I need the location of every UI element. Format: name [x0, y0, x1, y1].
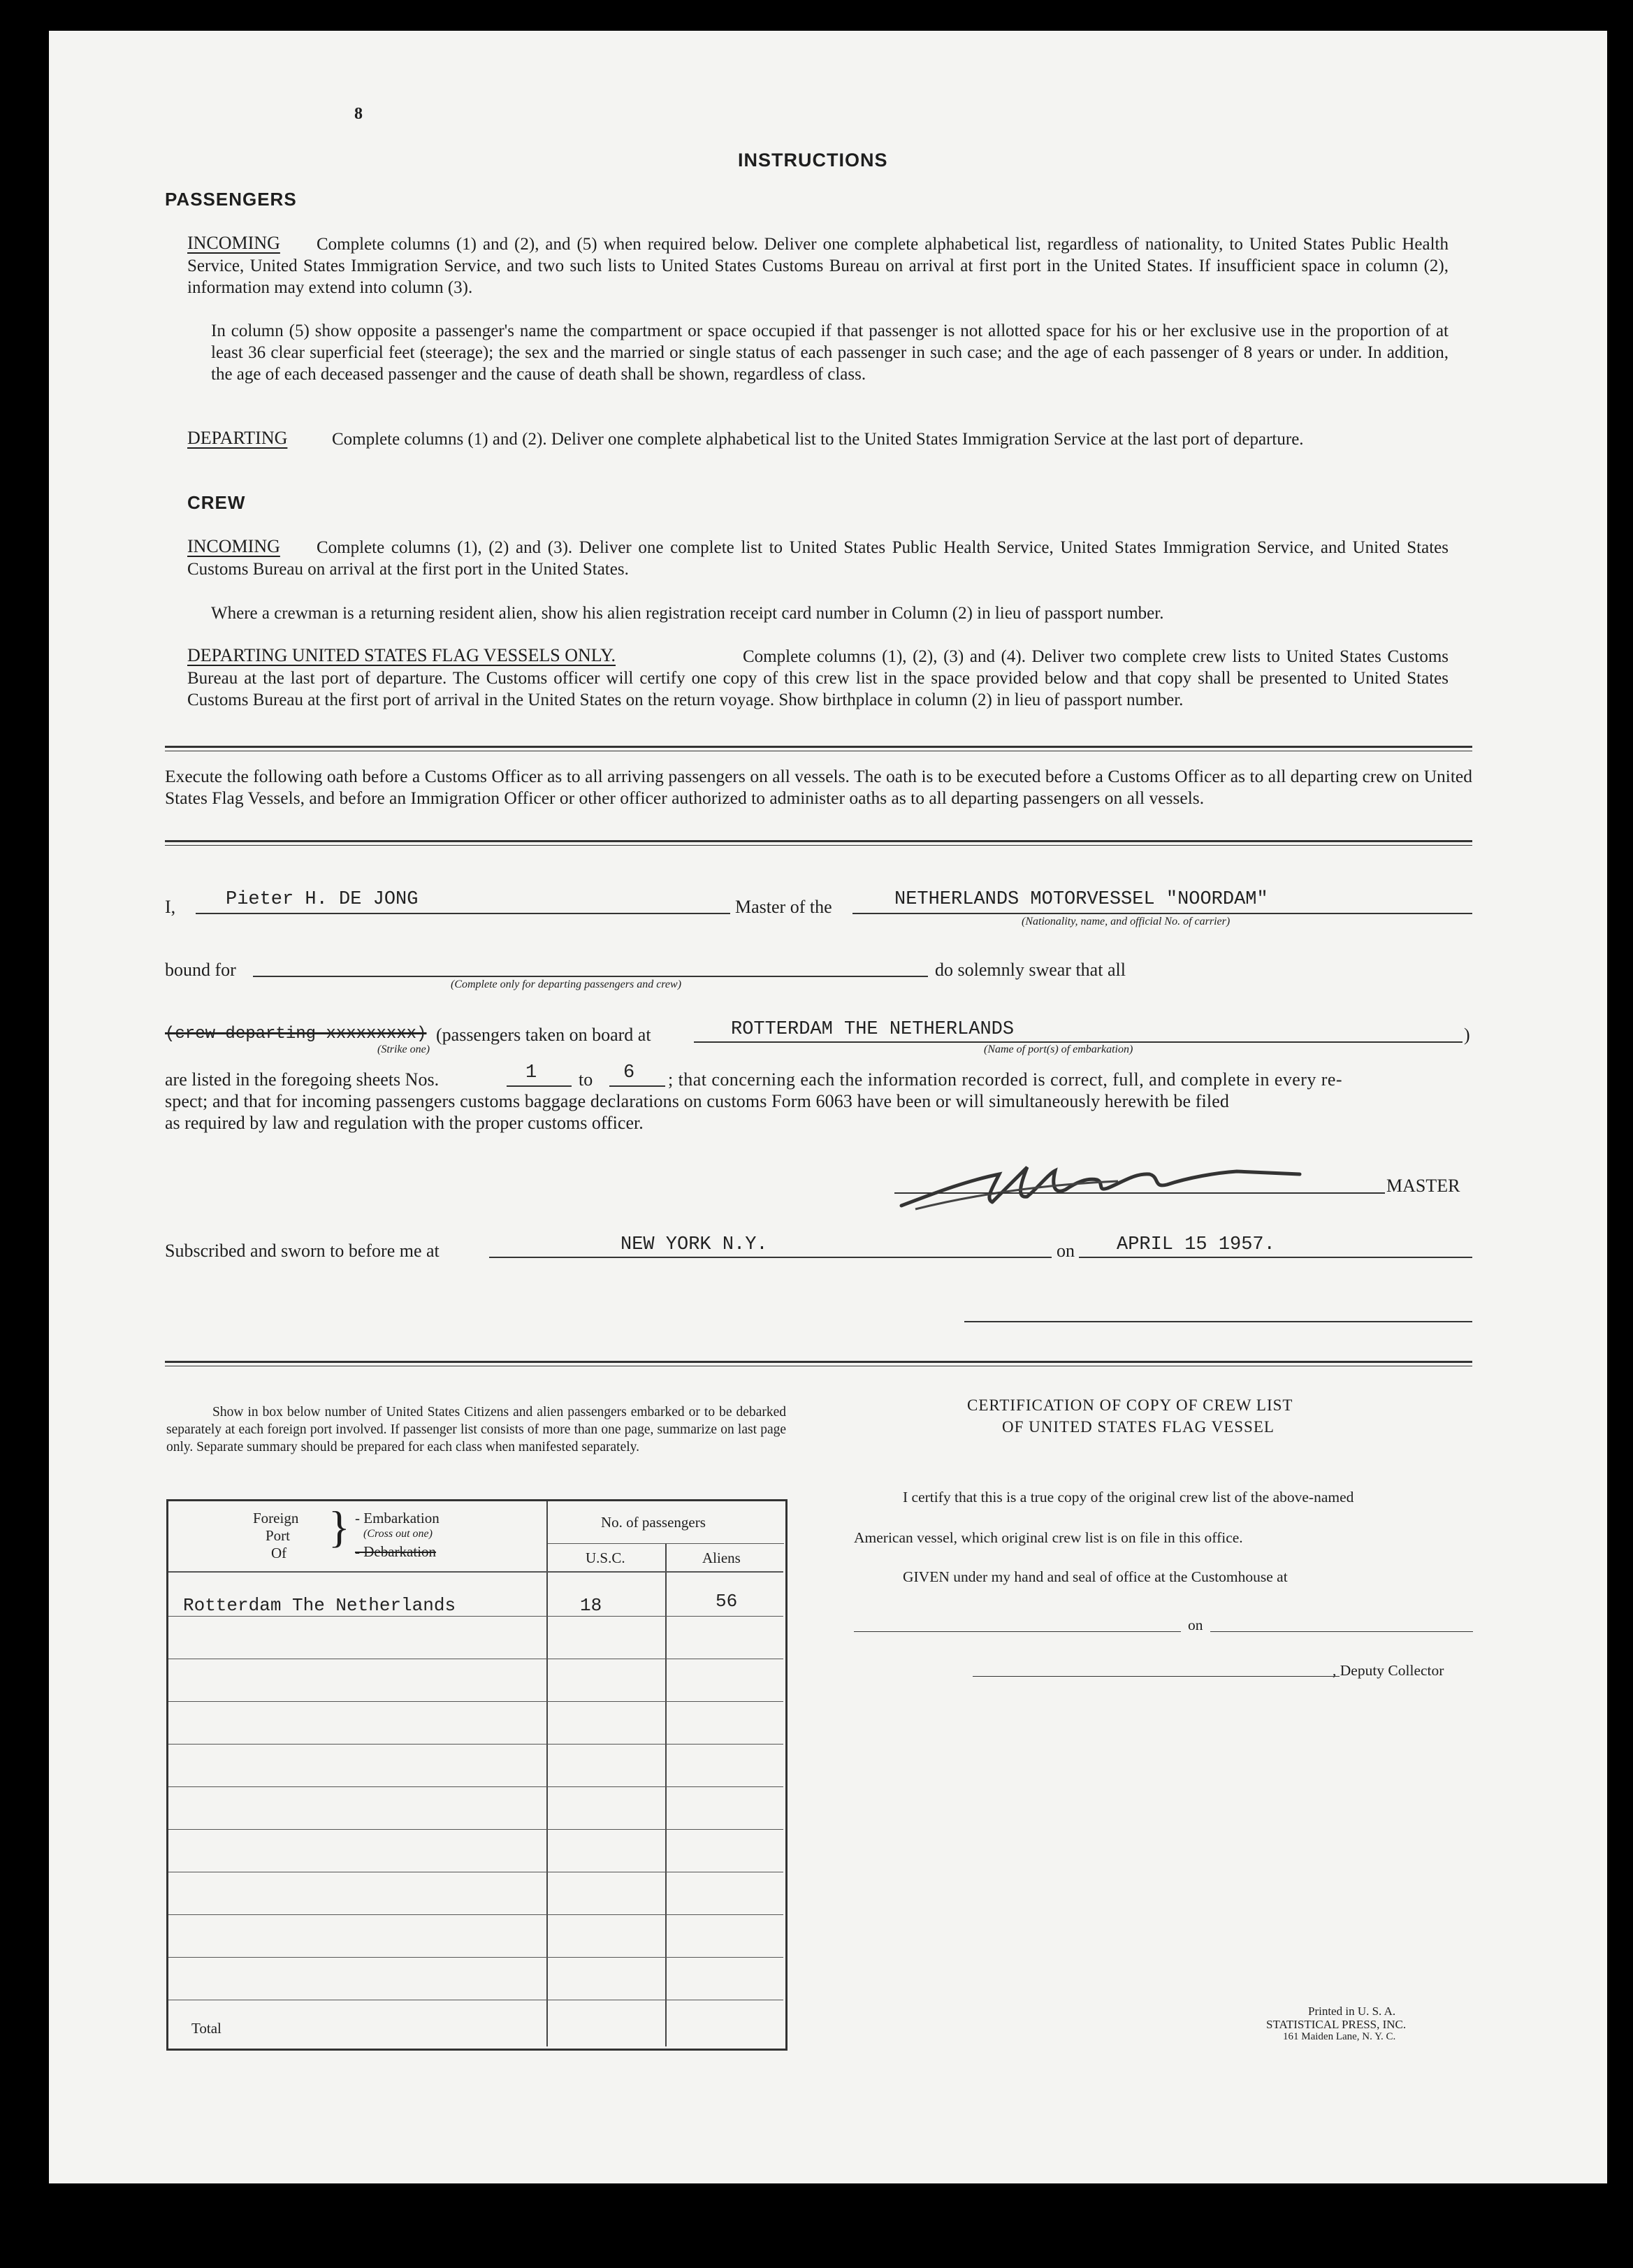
divider-2 [165, 840, 1472, 842]
passengers-departing-text [187, 428, 1449, 450]
summary-instruction: Show in box below number of United States Citizens and alien passengers embarked or to be debarked separately at each foreign port involved. If passenger list consists of more than one page, summarize on last page only. Separate summary should be prepared for each class when manifested separately. [166, 1405, 786, 1454]
header-usc: U.S.C. [586, 1550, 625, 1566]
passengers-departing-label: DEPARTING [187, 428, 288, 448]
flag-vessels-label: DEPARTING UNITED STATES FLAG VESSELS ONLY. [187, 645, 616, 665]
flag-vessels-text [187, 646, 1449, 711]
strike-one-caption: (Strike one) [377, 1043, 430, 1055]
master-name-line [196, 913, 730, 914]
cert-line-2: American vessel, which original crew list is on file in this office. [854, 1529, 1243, 1546]
corner-stamp: 8 [354, 105, 363, 123]
sheet-from: 1 [525, 1062, 537, 1083]
vessel-name: NETHERLANDS MOTORVESSEL "NOORDAM" [894, 889, 1268, 910]
to-label: to [579, 1069, 593, 1090]
table-row [168, 1744, 783, 1745]
cert-deputy-label: , Deputy Collector [1333, 1662, 1444, 1679]
passengers-taken-label: (passengers taken on board at [436, 1025, 651, 1045]
oath-rest-line2: spect; and that for incoming passengers customs baggage declarations on customs Form 6063 have been or will simultaneously herewith be filed [165, 1091, 1229, 1111]
col-divider-2 [665, 1543, 667, 2046]
table-row [168, 1957, 783, 1958]
header-debarkation: - Debarkation [355, 1543, 437, 1560]
header-embarkation: - Embarkation [355, 1510, 440, 1526]
cert-given: GIVEN under my hand and seal of office at the Customhouse at [903, 1568, 1288, 1585]
crew-incoming-body: Complete columns (1), (2) and (3). Deliver one complete list to United States Public Health Service, United States Immigration Service, and United States Customs Bureau on arrival at the first port in the United States. [187, 538, 1449, 579]
vessel-line [852, 913, 1472, 914]
crew-incoming-text [187, 537, 1449, 580]
printer-line-2: STATISTICAL PRESS, INC. [1266, 2018, 1407, 2031]
sheet-to: 6 [623, 1062, 635, 1083]
divider-2b [165, 845, 1472, 846]
master-name: Pieter H. DE JONG [226, 889, 419, 910]
passengers-incoming-text [187, 233, 1449, 298]
cert-collector-line [973, 1676, 1340, 1677]
col-divider-1 [546, 1501, 548, 2046]
crew-resident-text: Where a crewman is a returning resident alien, show his alien registration receipt card number in Column (2) in lieu of passport number. [211, 604, 1164, 623]
instructions-title: INSTRUCTIONS [738, 150, 888, 171]
summary-table [166, 1499, 788, 2051]
bound-for-line [253, 976, 928, 977]
sheet-from-line [507, 1085, 572, 1087]
master-of-label: Master of the [735, 897, 832, 917]
cert-date-line [1210, 1631, 1473, 1632]
master-signature [887, 1146, 1321, 1216]
subscribed-label: Subscribed and sworn to before me at [165, 1241, 440, 1261]
divider-3 [165, 1361, 1472, 1363]
oath-rest-line1: ; that concerning each the information recorded is correct, full, and complete in every re- [668, 1069, 1342, 1090]
total-label: Total [191, 2020, 222, 2037]
header-aliens: Aliens [702, 1550, 741, 1566]
oath-rest-line3: as required by law and regulation with the proper customs officer. [165, 1113, 644, 1133]
oath-intro: Execute the following oath before a Customs Officer as to all arriving passengers on all vessels. The oath is to be executed before a Customs Officer as to all departing crew on United States Flag Vessels, and before an Immigration Officer or other officer authorized to administer oaths as to all departing passengers on all vessels. [165, 766, 1472, 808]
row-aliens: 56 [716, 1591, 738, 1612]
listed-label: are listed in the foregoing sheets Nos. [165, 1069, 440, 1090]
officer-signature-line [964, 1321, 1472, 1322]
sworn-date: APRIL 15 1957. [1117, 1234, 1275, 1255]
cert-title-1: CERTIFICATION OF COPY OF CREW LIST [967, 1396, 1293, 1414]
row-usc: 18 [580, 1595, 602, 1616]
sworn-on-label: on [1057, 1241, 1075, 1261]
sworn-date-line [1079, 1257, 1472, 1258]
cert-line-1: I certify that this is a true copy of the original crew list of the above-named [903, 1489, 1354, 1505]
flag-vessels-body: Complete columns (1), (2), (3) and (4). Deliver two complete crew lists to United States Customs Bureau at the last port of departure. The Customs officer will certify one copy of this crew list in the space provided below and that copy shall be presented to United States Customs Bureau at the first port of arrival in the United States on the return voyage. Show birthplace in column (2) in lieu of passport number. [187, 647, 1449, 709]
printer-line-1: Printed in U. S. A. [1308, 2005, 1396, 2018]
row-port: Rotterdam The Netherlands [183, 1595, 456, 1616]
passengers-heading: PASSENGERS [165, 189, 297, 210]
struck-crew-text: (crew departing xxxxxxxxx) [165, 1025, 427, 1043]
incoming-text-body: Complete columns (1) and (2), and (5) when required below. Deliver one complete alphabetical list, regardless of nationality, to United States Public Health Service, United States Immigration Service, and two such lists to United States Customs Bureau on arrival at first port in the United States. If insufficient space in column (2), information may extend into column (3). [187, 235, 1449, 297]
header-port: Port [266, 1527, 291, 1544]
oath-i-label: I, [165, 897, 176, 917]
crew-heading: CREW [187, 492, 246, 513]
column5-text: In column (5) show opposite a passenger's name the compartment or space occupied if that passenger is not allotted space for his or her exclusive use in the proportion of at least 36 clear superficial feet (steerage); the sex and the married or single status of each passenger in such case; and the age of each passenger of 8 years or under. In addition, the age of each deceased passenger and the cause of death shall be shown, regardless of class. [211, 322, 1449, 384]
header-no-passengers: No. of passengers [601, 1514, 706, 1531]
sheet-to-line [609, 1085, 665, 1087]
header-foreign: Foreign [253, 1510, 299, 1526]
embarkation-port: ROTTERDAM THE NETHERLANDS [731, 1019, 1015, 1040]
sworn-place: NEW YORK N.Y. [620, 1234, 768, 1255]
header-of: Of [271, 1545, 287, 1561]
header-brace: } [328, 1502, 350, 1552]
header-bottom [168, 1571, 783, 1573]
table-row [168, 1914, 783, 1915]
port-line [694, 1041, 1463, 1043]
cert-title-2: OF UNITED STATES FLAG VESSEL [1002, 1418, 1275, 1436]
passengers-incoming-label: INCOMING [187, 233, 280, 253]
close-paren: ) [1464, 1025, 1470, 1045]
bound-for-caption: (Complete only for departing passengers and crew) [451, 978, 682, 990]
header-sub-divider [548, 1543, 784, 1544]
table-row [168, 1616, 783, 1617]
divider-1 [165, 746, 1472, 748]
vessel-caption: (Nationality, name, and official No. of carrier) [1022, 916, 1231, 927]
master-label: MASTER [1386, 1176, 1460, 1196]
port-caption: (Name of port(s) of embarkation) [984, 1043, 1133, 1055]
departing-text-body: Complete columns (1) and (2). Deliver one complete alphabetical list to the United States Immigration Service at the last port of departure. [332, 430, 1304, 449]
bound-for-label: bound for [165, 960, 236, 980]
sworn-place-line [489, 1257, 1052, 1258]
crew-incoming-label: INCOMING [187, 536, 280, 556]
cert-on-label: on [1188, 1617, 1203, 1633]
table-row [168, 1701, 783, 1702]
cert-place-line [854, 1631, 1181, 1632]
swear-text: do solemnly swear that all [935, 960, 1126, 980]
header-cross-out: (Cross out one) [363, 1528, 433, 1540]
table-row [168, 1786, 783, 1787]
master-signature-line [894, 1192, 1385, 1194]
table-row [168, 1829, 783, 1830]
printer-line-3: 161 Maiden Lane, N. Y. C. [1283, 2031, 1396, 2042]
